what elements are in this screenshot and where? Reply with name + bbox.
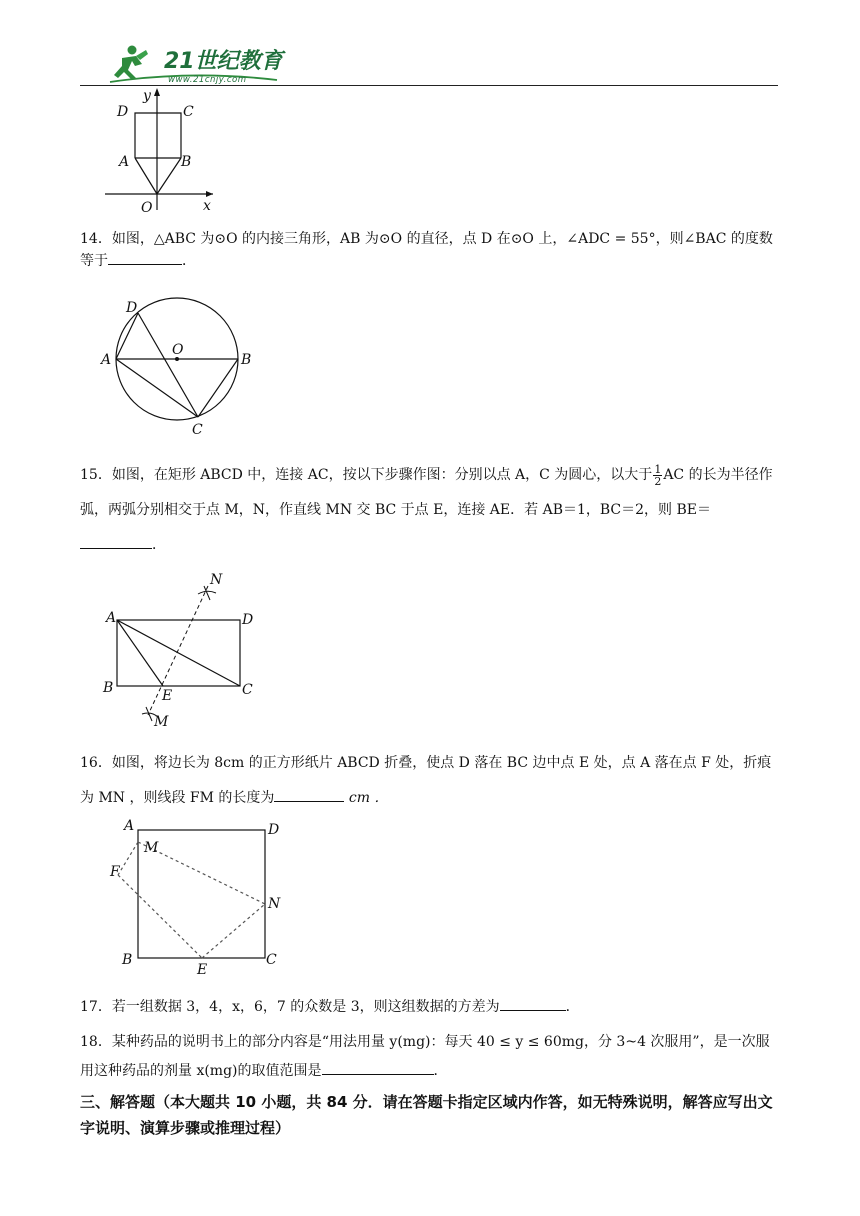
label-b: B bbox=[122, 952, 133, 968]
label-a: A bbox=[106, 610, 117, 626]
segment-ae bbox=[117, 620, 163, 686]
segment-ao bbox=[135, 158, 157, 194]
label-m: M bbox=[144, 840, 159, 856]
label-c: C bbox=[242, 682, 253, 698]
page-header bbox=[80, 38, 780, 88]
answer-blank-15[interactable] bbox=[80, 534, 152, 549]
label-d: D bbox=[242, 612, 254, 628]
line-mn bbox=[148, 586, 208, 715]
segment-fe bbox=[118, 875, 202, 958]
question-17: 17．若一组数据 3，4，x，6，7 的众数是 3，则这组数据的方差为 ． bbox=[80, 996, 780, 1018]
answer-blank-18[interactable] bbox=[322, 1060, 434, 1075]
figure-14 bbox=[96, 296, 266, 442]
answer-blank-17[interactable] bbox=[500, 996, 566, 1011]
question-17-text: 17．若一组数据 3，4，x，6，7 的众数是 3，则这组数据的方差为 bbox=[80, 999, 500, 1015]
figure-15 bbox=[100, 572, 270, 732]
label-e: E bbox=[197, 962, 208, 978]
label-b: B bbox=[103, 680, 114, 696]
label-d: D bbox=[126, 300, 138, 316]
label-c: C bbox=[183, 104, 194, 120]
label-x: x bbox=[203, 198, 211, 214]
label-m: M bbox=[154, 714, 169, 730]
question-15: 15．如图，在矩形 ABCD 中，连接 AC，按以下步骤作图：分别以点 A，C 为圆心，以大于 $\frac{1}{2}$ AC 的长为半径作弧，两弧分别相交于点 M，N，作直线 MN 交 BC 于点 E，连接 AE．若 AB＝1，BC＝2，则 BE＝． bbox=[80, 462, 773, 553]
label-a: A bbox=[101, 352, 112, 368]
label-y: y bbox=[143, 88, 151, 104]
rectangle-abcd bbox=[135, 113, 181, 158]
question-16-text: 16．如图，将边长为 8cm 的正方形纸片 ABCD 折叠，使点 D 落在 BC 边中点 E 处，点 A 落在点 F 处，折痕为 MN ，则线段 FM 的长度为 bbox=[80, 755, 772, 806]
question-15-text-a: 15．如图，在矩形 ABCD 中，连接 AC，按以下步骤作图：分别以点 A，C 为圆心，以大于 bbox=[80, 467, 653, 483]
label-c: C bbox=[266, 952, 277, 968]
label-c: C bbox=[192, 422, 203, 438]
x-axis-arrow bbox=[206, 191, 213, 197]
runner-icon bbox=[114, 46, 148, 81]
y-axis-arrow bbox=[154, 88, 160, 96]
site-logo bbox=[102, 42, 352, 86]
label-b: B bbox=[181, 154, 192, 170]
question-16: 16．如图，将边长为 8cm 的正方形纸片 ABCD 折叠，使点 D 落在 BC 边中点 E 处，点 A 落在点 F 处，折痕为 MN ，则线段 FM 的长度为 cm ． bbox=[80, 755, 772, 806]
segment-bo bbox=[157, 158, 181, 194]
answer-blank-16[interactable] bbox=[274, 787, 344, 802]
label-b: B bbox=[241, 352, 252, 368]
fraction-one-half: $\frac{1}{2}$ bbox=[654, 462, 662, 488]
label-o: O bbox=[172, 342, 184, 358]
logo-url-text: www.21cnjy.com bbox=[168, 75, 247, 85]
question-18: 18．某种药品的说明书上的部分内容是“用法用量 y(mg)：每天 40 ≤ y ≤ 60mg，分 3~4 次服用”，是一次服用这种药品的剂量 x(mg)的取值范围是 ． bbox=[80, 1034, 770, 1079]
segment-ad bbox=[116, 313, 138, 359]
label-a: A bbox=[124, 818, 135, 834]
label-d: D bbox=[117, 104, 129, 120]
question-15-text-b: AC 的长为半径作弧，两弧分别相交于点 M，N，作直线 MN 交 BC 于点 E，连接 AE．若 AB＝1，BC＝2，则 BE＝ bbox=[80, 467, 773, 518]
label-n: N bbox=[210, 572, 223, 588]
figure-13 bbox=[105, 86, 225, 214]
label-o: O bbox=[141, 200, 153, 214]
label-e: E bbox=[162, 688, 173, 704]
label-d: D bbox=[268, 822, 280, 838]
figure-16 bbox=[104, 818, 294, 978]
label-f: F bbox=[110, 864, 120, 880]
question-14-text: 14．如图，△ABC 为⊙O 的内接三角形，AB 为⊙O 的直径，点 D 在⊙O 上，∠ADC = 55°，则∠BAC 的度数等于 bbox=[80, 231, 773, 269]
section-3-heading: 三、解答题（本大题共 10 小题，共 84 分．请在答题卡指定区域内作答，如无特殊说明，解答应写出文字说明、演算步骤或推理过程） bbox=[80, 1093, 773, 1137]
label-n: N bbox=[268, 896, 281, 912]
label-a: A bbox=[119, 154, 130, 170]
answer-blank-14[interactable] bbox=[108, 250, 182, 265]
question-18-text: 18．某种药品的说明书上的部分内容是“用法用量 y(mg)：每天 40 ≤ y ≤ 60mg，分 3~4 次服用”，是一次服用这种药品的剂量 x(mg)的取值范围是 bbox=[80, 1034, 770, 1079]
segment-bc bbox=[198, 359, 238, 417]
segment-mf bbox=[118, 842, 138, 875]
question-14: 14．如图，△ABC 为⊙O 的内接三角形，AB 为⊙O 的直径，点 D 在⊙O 上，∠ADC = 55°，则∠BAC 的度数等于 ． bbox=[80, 231, 773, 269]
diagonal-ac bbox=[117, 620, 240, 686]
segment-dc bbox=[138, 313, 198, 417]
segment-en bbox=[202, 904, 265, 958]
logo-main-text: 21世纪教育 bbox=[164, 49, 283, 74]
segment-ac bbox=[116, 359, 198, 417]
